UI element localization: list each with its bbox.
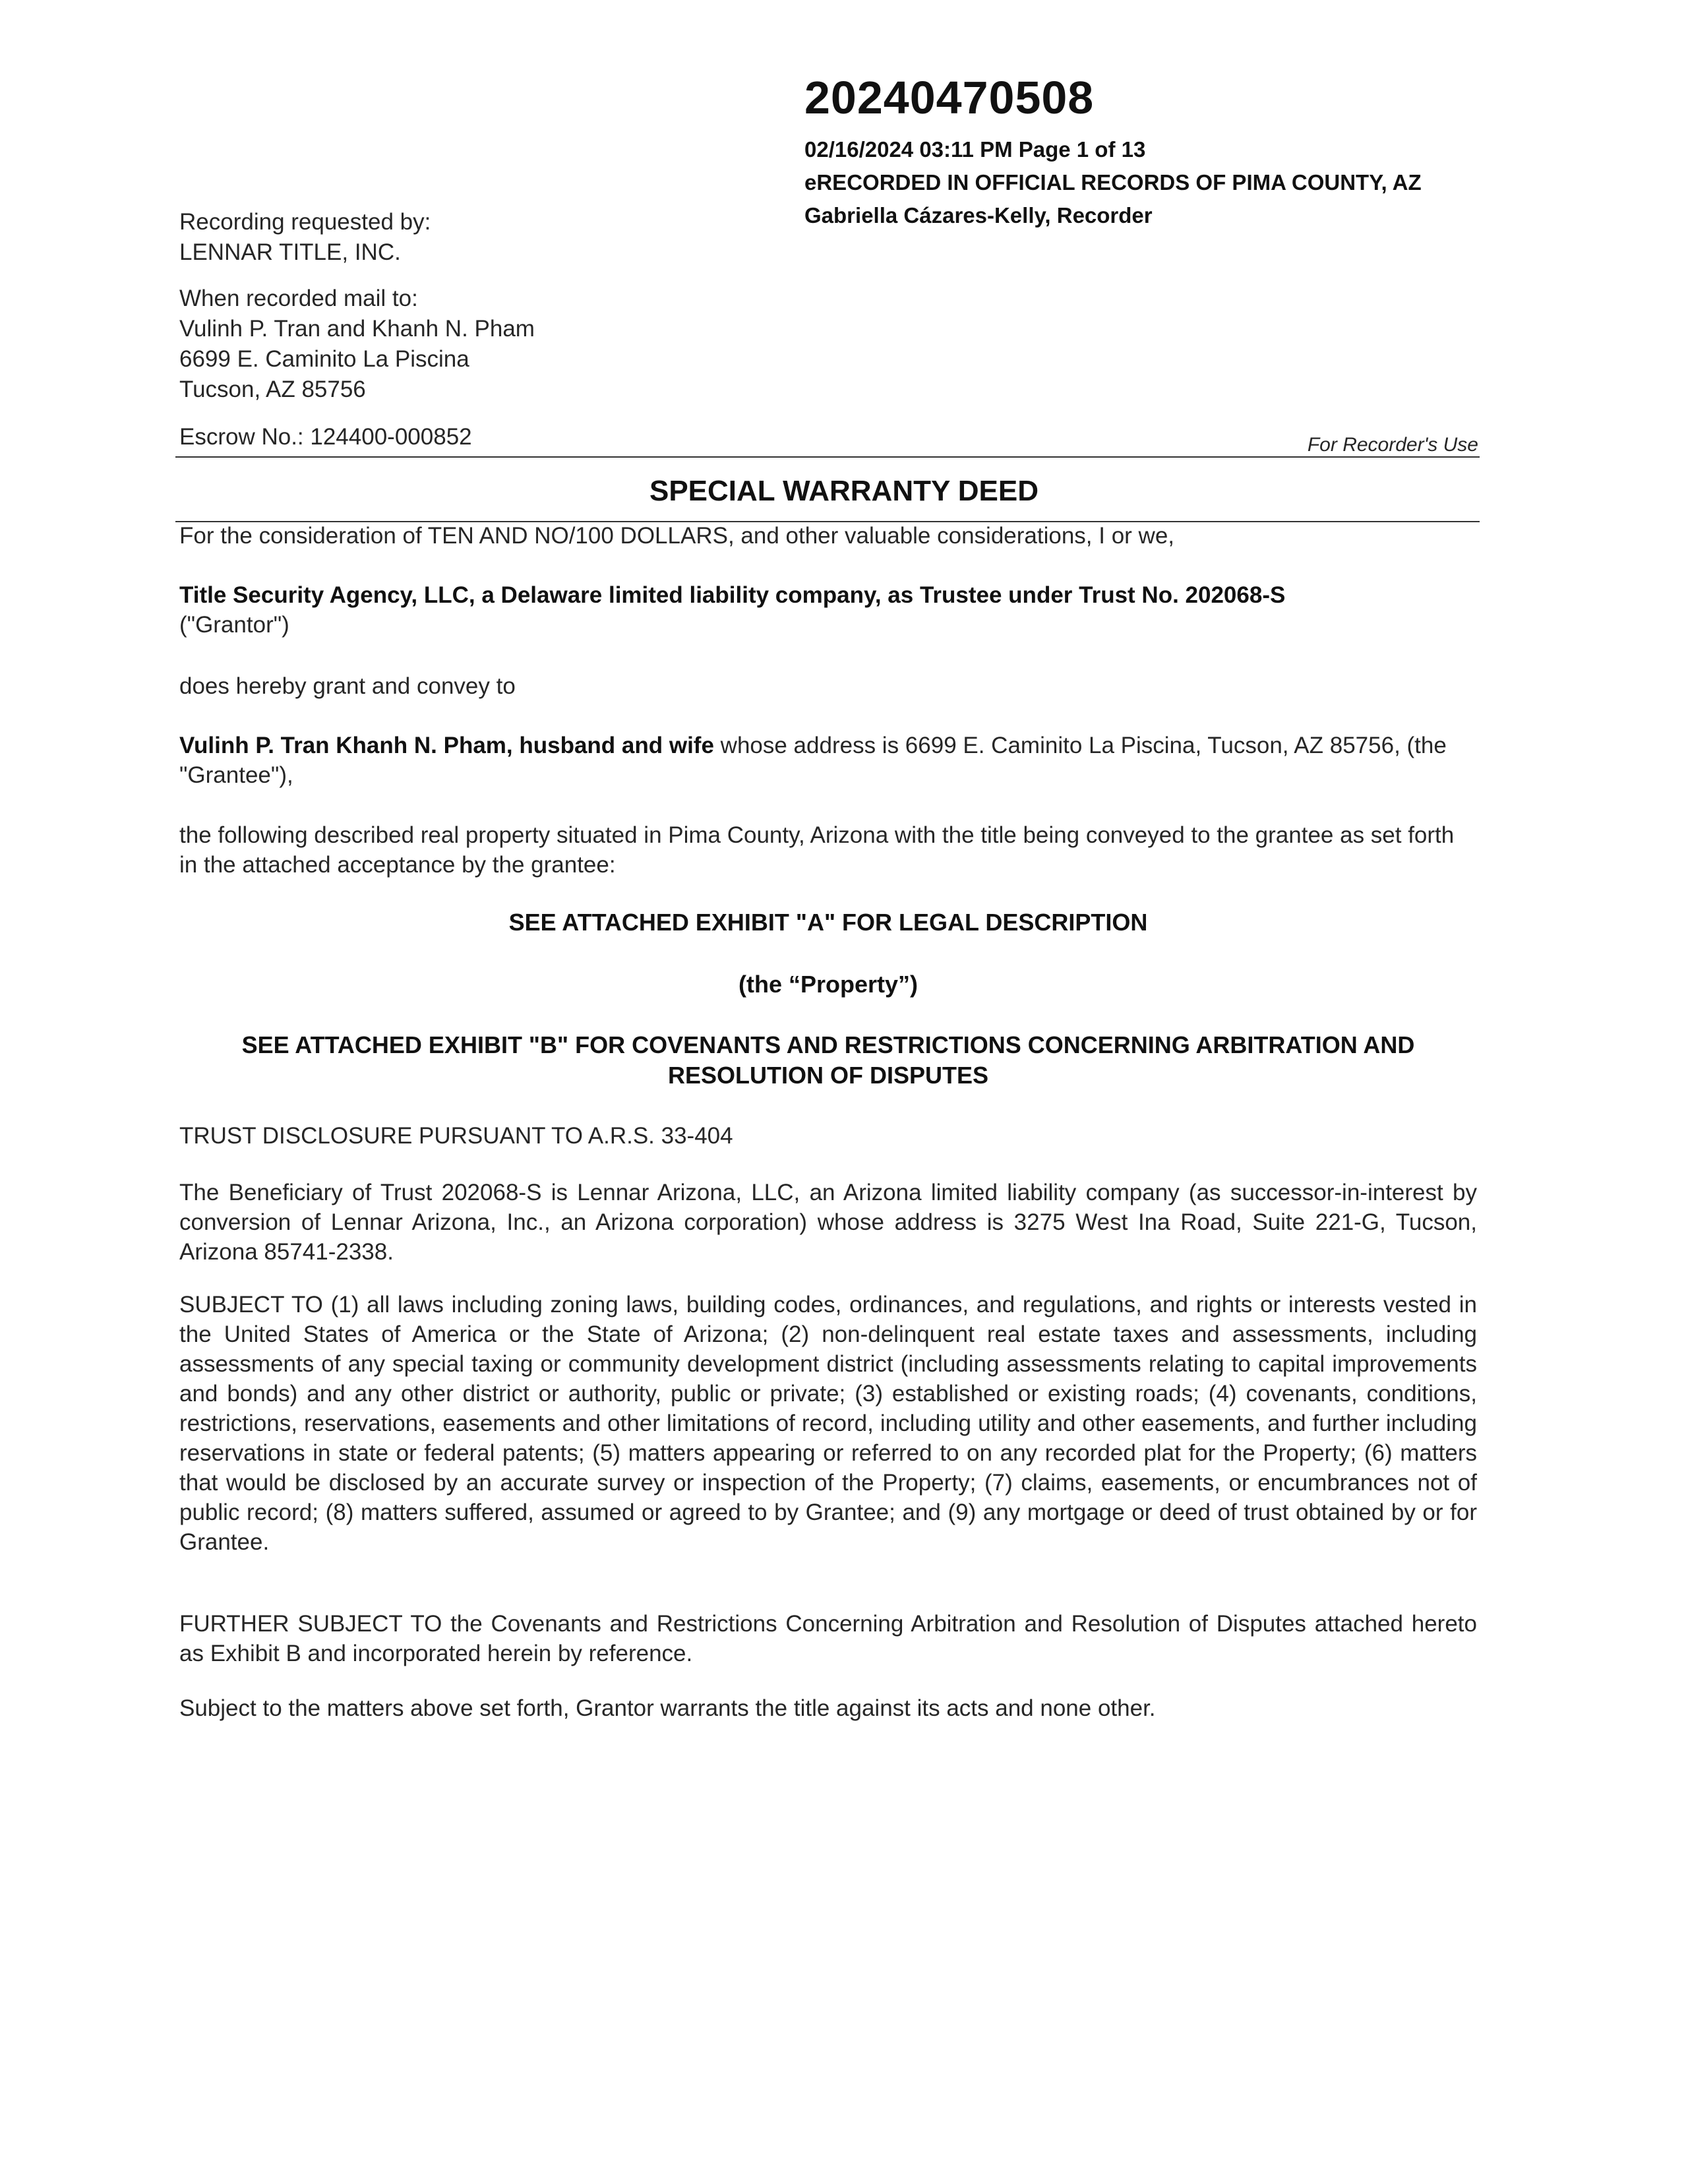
grantee-name: Vulinh P. Tran Khanh N. Pham, husband and wife	[179, 733, 714, 758]
mail-to-street: 6699 E. Caminito La Piscina	[179, 346, 469, 372]
header-divider	[175, 456, 1480, 458]
recording-datetime-page: 02/16/2024 03:11 PM Page 1 of 13	[804, 137, 1146, 162]
requested-by-label: Recording requested by:	[179, 209, 431, 235]
exhibit-b-reference: SEE ATTACHED EXHIBIT "B" FOR COVENANTS AND RESTRICTIONS CONCERNING ARBITRATION AND RESOLUTION OF DISPUTES	[241, 1031, 1415, 1089]
deed-title: SPECIAL WARRANTY DEED	[649, 475, 1039, 507]
grantor-block	[179, 580, 1477, 640]
grantor-name: Title Security Agency, LLC, a Delaware limited liability company, as Trustee under Trust No. 202068-S	[179, 582, 1286, 608]
recorders-use-label: For Recorder's Use	[1307, 434, 1478, 456]
exhibit-a-reference: SEE ATTACHED EXHIBIT "A" FOR LEGAL DESCRIPTION	[508, 909, 1148, 936]
property-clause: the following described real property situated in Pima County, Arizona with the title being conveyed to the grantee as set forth in the attached acceptance by the grantee:	[179, 822, 1455, 878]
grant-clause: does hereby grant and convey to	[179, 673, 516, 699]
recording-office: eRECORDED IN OFFICIAL RECORDS OF PIMA COUNTY, AZ	[804, 170, 1422, 195]
mail-to-label: When recorded mail to:	[179, 286, 418, 311]
mail-to-city: Tucson, AZ 85756	[179, 377, 366, 402]
subject-to-paragraph: SUBJECT TO (1) all laws including zoning laws, building codes, ordinances, and regulations, and rights or interests vested in the United States of America or the State of Arizona; (2) non-delinquent real estate taxes and assessments, including assessments of any special taxing or community development district (including assessments relating to capital improvements and bonds) and any other district or authority, public or private; (3) established or existing roads; (4) covenants, conditions, restrictions, reservations, easements and other limitations of record, including utility and other easements, and further including reservations in state or federal patents; (5) matters appearing or referred to on any recorded plat for the Property; (6) matters that would be disclosed by an accurate survey or inspection of the Property; (7) claims, easements, or encumbrances not of public record; (8) matters suffered, assumed or agreed to by Grantee; and (9) any mortgage or deed of trust obtained by or for Grantee.	[179, 1292, 1477, 1555]
requested-by: LENNAR TITLE, INC.	[179, 239, 401, 265]
recording-number: 20240470508	[804, 72, 1095, 123]
escrow-number: Escrow No.: 124400-000852	[179, 424, 472, 450]
mail-to-name: Vulinh P. Tran and Khanh N. Pham	[179, 316, 535, 342]
property-label: (the “Property”)	[738, 971, 919, 998]
beneficiary-paragraph: The Beneficiary of Trust 202068-S is Lennar Arizona, LLC, an Arizona limited liability company (as successor-in-interest by conversion of Lennar Arizona, Inc., an Arizona corporation) whose address is 3275 West Ina Road, Suite 221-G, Tucson, Arizona 85741-2338.	[179, 1180, 1477, 1265]
warranty-statement: Subject to the matters above set forth, Grantor warrants the title against its acts and none other.	[179, 1695, 1156, 1721]
grantor-label: ("Grantor")	[179, 612, 289, 638]
grantee-address: whose address is 6699 E. Caminito La Piscina, Tucson, AZ 85756, (the "Grantee"),	[179, 733, 1447, 788]
grantee-block	[179, 731, 1477, 790]
trust-disclosure-heading: TRUST DISCLOSURE PURSUANT TO A.R.S. 33-404	[179, 1123, 733, 1149]
consideration-clause: For the consideration of TEN AND NO/100 DOLLARS, and other valuable considerations, I or we,	[179, 523, 1175, 549]
further-subject-paragraph: FURTHER SUBJECT TO the Covenants and Restrictions Concerning Arbitration and Resolution of Disputes attached hereto as Exhibit B and incorporated herein by reference.	[179, 1611, 1477, 1666]
recorder-name: Gabriella Cázares-Kelly, Recorder	[804, 203, 1153, 228]
